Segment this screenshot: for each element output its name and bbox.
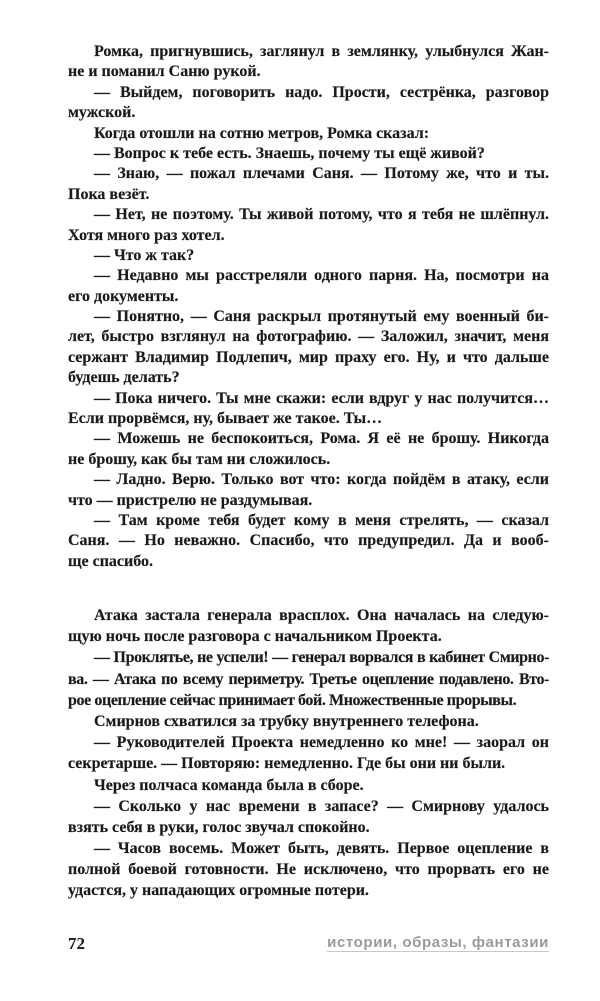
paragraph xyxy=(68,711,549,732)
text-line: — Знаю, — пожал плечами Саня. — Потому же, что и ты. xyxy=(94,165,549,183)
paragraph xyxy=(68,470,549,511)
text-line: — Что ж так? xyxy=(94,246,195,264)
paragraph xyxy=(68,83,549,124)
text-line: его документы. xyxy=(68,287,179,305)
text-line: ва. — Атака по всему периметру. Третье оцепление подавлено. Вто- xyxy=(68,670,549,688)
text-line: не брошу, как бы там ни сложилось. xyxy=(68,450,331,468)
text-line: — Часов восемь. Может быть, девять. Первое оцепление в xyxy=(94,840,549,858)
text-line: что — пристрелю не раздумывая. xyxy=(68,491,313,509)
paragraph xyxy=(68,732,549,774)
text-line: — Проклятье, не успели! — генерал ворвался в кабинет Смирно- xyxy=(94,649,549,667)
text-line: сержант Владимир Подлепич, мир праху его. Ну, и что дальше xyxy=(68,348,549,366)
text-line: — Выйдем, поговорить надо. Прости, сестрёнка, разговор xyxy=(94,83,549,101)
text-line: Когда отошли на сотню метров, Ромка сказал: xyxy=(94,124,430,142)
paragraph xyxy=(68,796,549,838)
text-line: Пока везёт. xyxy=(68,185,150,203)
paragraph xyxy=(68,647,549,711)
paragraph xyxy=(68,246,549,266)
text-line: — Вопрос к тебе есть. Знаешь, почему ты ещё живой? xyxy=(94,144,485,162)
paragraph xyxy=(68,389,549,430)
paragraph xyxy=(68,42,549,83)
text-line: — Можешь не беспокоиться, Рома. Я её не брошу. Никогда xyxy=(94,430,549,448)
paragraph xyxy=(68,307,549,389)
text-line: — Нет, не поэтому. Ты живой потому, что я тебя не шлёпнул. xyxy=(94,206,549,224)
text-line: — Ладно. Верю. Только вот что: когда пойдём в атаку, если xyxy=(94,471,549,489)
text-line: не и поманил Саню рукой. xyxy=(68,63,261,81)
text-line: — Понятно, — Саня раскрыл протянутый ему военный би- xyxy=(94,308,549,326)
paragraph xyxy=(68,775,549,796)
page-number: 72 xyxy=(68,934,85,953)
paragraph xyxy=(68,266,549,307)
text-line: — Сколько у нас времени в запасе? — Смирнову удалось xyxy=(94,797,549,815)
text-section-2 xyxy=(68,605,549,902)
text-line: — Там кроме тебя будет кому в меня стрелять, — сказал xyxy=(94,511,549,529)
text-line: Саня. — Но неважно. Спасибо, что предупредил. Да и вооб- xyxy=(68,532,549,550)
text-line: Хотя много раз хотел. xyxy=(68,226,225,244)
text-line: — Руководителей Проекта немедленно ко мне! — заорал он xyxy=(94,734,549,752)
text-section-1 xyxy=(68,42,549,572)
paragraph xyxy=(68,838,549,902)
text-line: Если прорвёмся, ну, бывает же такое. Ты… xyxy=(68,410,383,428)
text-line: взять себя в руки, голос звучал спокойно. xyxy=(68,818,370,836)
paragraph xyxy=(68,511,549,572)
text-line: — Пока ничего. Ты мне скажи: если вдруг у нас получится… xyxy=(94,389,549,407)
text-line: полной боевой готовности. Не исключено, что прорвать его не xyxy=(68,861,549,879)
paragraph xyxy=(68,605,549,647)
text-line: щую ночь после разговора с начальником Проекта. xyxy=(68,628,442,646)
paragraph xyxy=(68,124,549,144)
text-line: Смирнов схватился за трубку внутреннего телефона. xyxy=(94,712,479,730)
text-line: будешь делать? xyxy=(68,369,180,387)
text-line: — Недавно мы расстреляли одного парня. На, посмотри на xyxy=(94,267,549,285)
text-line: удастся, у нападающих огромные потери. xyxy=(68,882,369,900)
text-line: Через полчаса команда была в сборе. xyxy=(94,776,364,794)
text-line: Атака застала генерала врасплох. Она началась на следую- xyxy=(94,607,549,624)
text-line: лет, быстро взглянул на фотографию. — Заложил, значит, меня xyxy=(68,328,549,346)
text-line: Ромка, пригнувшись, заглянул в землянку, улыбнулся Жан- xyxy=(94,43,549,60)
text-line: рое оцепление сейчас принимает бой. Множественные прорывы. xyxy=(68,691,517,709)
paragraph xyxy=(68,144,549,164)
paragraph xyxy=(68,429,549,470)
running-footer-title: истории, образы, фантазии xyxy=(327,934,549,951)
paragraph xyxy=(68,205,549,246)
text-line: мужской. xyxy=(68,104,136,122)
text-line: секретарше. — Повторяю: немедленно. Где бы они ни были. xyxy=(68,755,506,773)
paragraph xyxy=(68,164,549,205)
text-line: ще спасибо. xyxy=(68,552,154,570)
